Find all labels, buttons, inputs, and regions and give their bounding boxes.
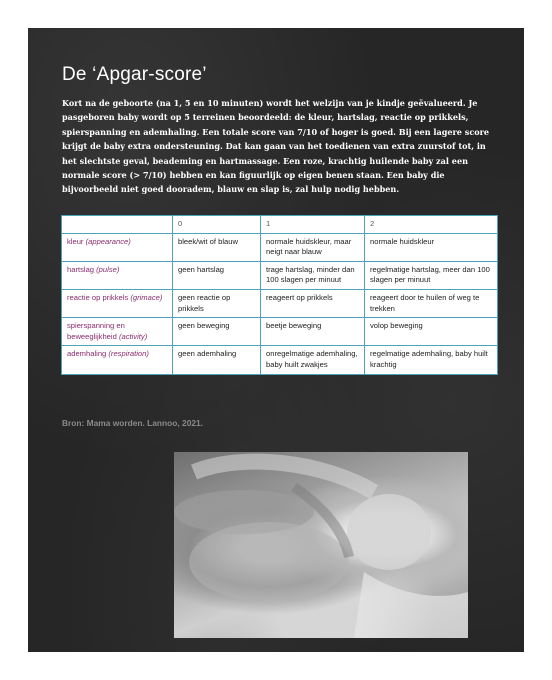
row-label [62,318,173,346]
table-cell: onregelmatige ademhaling, baby huilt zwakjes [261,346,365,374]
row-label-nl: spierspanning en beweeglijkheid [67,321,125,341]
row-label-en: (pulse) [96,264,120,274]
row-label [62,289,173,317]
table-cell: volop beweging [365,318,498,346]
row-label [62,346,173,374]
row-label-nl: ademhaling [67,349,107,359]
table-cell: geen beweging [173,318,261,346]
row-label-en: (appearance) [85,236,131,246]
table-cell: bleek/wit of blauw [173,233,261,261]
row-label-en: (grimace) [130,292,163,302]
table-cell: beetje beweging [261,318,365,346]
row-label-nl: hartslag [67,264,95,274]
table-header-cell: 2 [365,216,498,234]
table-cell: reageert op prikkels [261,289,365,317]
table-header-cell: 1 [261,216,365,234]
table-cell: normale huidskleur, maar neigt naar blauw [261,233,365,261]
newborn-photo-illustration [174,452,468,638]
row-label-en: (activity) [118,331,148,341]
row-label [62,261,173,289]
table-cell: geen reactie op prikkels [173,289,261,317]
source-caption: Bron: Mama worden. Lannoo, 2021. [62,418,204,428]
intro-paragraph: Kort na de geboorte (na 1, 5 en 10 minuten) wordt het welzijn van je kindje geëvalueerd. Je pasgeboren baby wordt op 5 terreinen beoordeeld: de kleur, hartslag, reactie op prikkels, spierspanning en ademhaling. Een totale score van 7/10 of hoger is goed. Bij een lagere score krijgt de baby extra ondersteuning. Dat kan gaan van het toedienen van extra zuurstof tot, in het slechtste geval, beademing en hartmassage. Een roze, krachtig huilende baby zal een normale score (> 7/10) hebben en kan figuurlijk op eigen benen staan. Een baby die bijvoorbeeld niet goed dooradem, blauw en slap is, zal hulp nodig hebben. [62,98,490,195]
table-header-cell [62,216,173,234]
newborn-photo [174,452,468,638]
table-header-row [62,216,498,234]
apgar-table [61,215,498,375]
row-label-nl: kleur [67,236,84,246]
table-cell: geen ademhaling [173,346,261,374]
chalkboard-panel [28,28,524,652]
row-label [62,233,173,261]
row-label-nl: reactie op prikkels [67,292,129,302]
table-cell: normale huidskleur [365,233,498,261]
table-cell: geen hartslag [173,261,261,289]
table-cell: reageert door te huilen of weg te trekken [365,289,498,317]
table-cell: regelmatige ademhaling, baby huilt krachtig [365,346,498,374]
table-cell: regelmatige hartslag, meer dan 100 slagen per minuut [365,261,498,289]
table-cell: trage hartslag, minder dan 100 slagen per minuut [261,261,365,289]
table-row [62,233,498,261]
row-label-en: (respiration) [108,349,149,359]
table-row [62,318,498,346]
page-title: De ‘Apgar-score’ [62,64,207,85]
table-row [62,289,498,317]
table-row [62,261,498,289]
table-row [62,346,498,374]
table-header-cell: 0 [173,216,261,234]
